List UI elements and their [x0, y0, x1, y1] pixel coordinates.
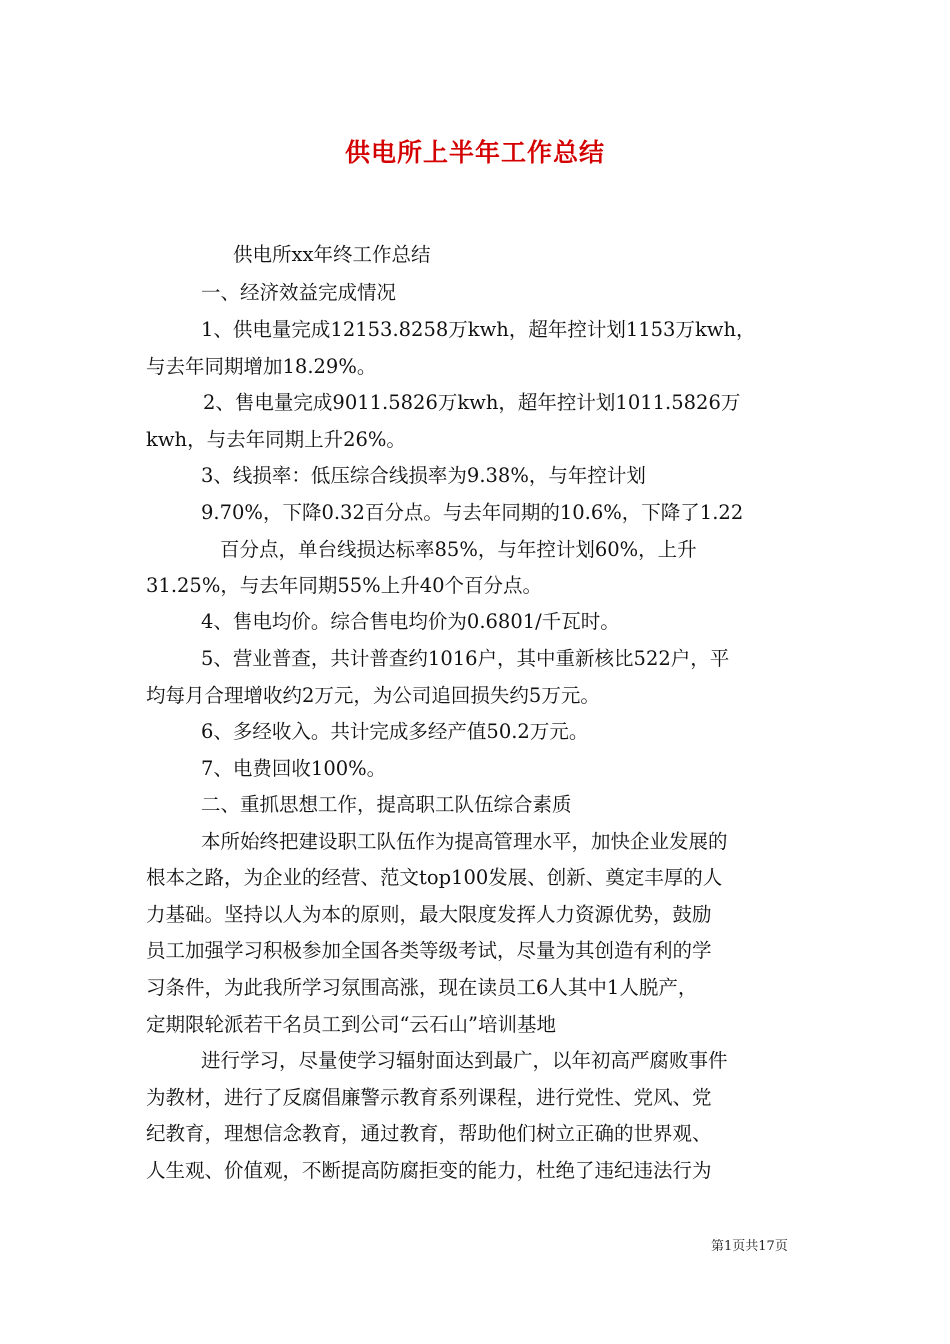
body-line: 二、重抓思想工作，提高职工队伍综合素质 [201, 793, 572, 816]
body-line: 定期限轮派若干名员工到公司“云石山”培训基地 [146, 1013, 556, 1036]
body-line: 2、售电量完成9011.5826万kwh，超年控计划1011.5826万 [203, 391, 741, 414]
body-line: 为教材，进行了反腐倡廉警示教育系列课程，进行党性、党风、党 [146, 1086, 712, 1109]
body-line: 百分点，单台线损达标率85%，与年控计划60%，上升 [220, 538, 697, 561]
body-line: 4、售电均价。综合售电均价为0.6801/千瓦时。 [201, 610, 620, 633]
body-line: 人生观、价值观，不断提高防腐拒变的能力，杜绝了违纪违法行为 [146, 1159, 712, 1182]
body-line: 习条件，为此我所学习氛围高涨，现在读员工6人其中1人脱产， [146, 976, 698, 999]
body-line: 力基础。坚持以人为本的原则，最大限度发挥人力资源优势，鼓励 [146, 903, 712, 926]
body-line: 供电所xx年终工作总结 [233, 243, 431, 266]
body-line: 5、营业普查，共计普查约1016户，其中重新核比522户，平 [201, 647, 730, 670]
body-line: 员工加强学习积极参加全国各类等级考试，尽量为其创造有利的学 [146, 939, 712, 962]
body-line: 本所始终把建设职工队伍作为提高管理水平，加快企业发展的 [201, 830, 728, 853]
body-line: 均每月合理增收约2万元，为公司追回损失约5万元。 [146, 684, 600, 707]
body-line: 7、电费回收100%。 [201, 757, 387, 780]
body-line: 进行学习，尽量使学习辐射面达到最广，以年初高严腐败事件 [201, 1049, 728, 1072]
body-line: 3、线损率：低压综合线损率为9.38%，与年控计划 [201, 464, 646, 487]
body-line: 一、经济效益完成情况 [201, 281, 397, 304]
page-number: 第1页共17页 [711, 1239, 788, 1254]
body-line: 与去年同期增加18.29%。 [146, 355, 377, 378]
body-line: 根本之路，为企业的经营、范文top100发展、创新、奠定丰厚的人 [146, 866, 723, 889]
body-line: 6、多经收入。共计完成多经产值50.2万元。 [201, 720, 589, 743]
body-line: 纪教育，理想信念教育，通过教育，帮助他们树立正确的世界观、 [146, 1122, 712, 1145]
body-line: 1、供电量完成12153.8258万kwh，超年控计划1153万kwh， [201, 318, 756, 341]
body-line: 9.70%，下降0.32百分点。与去年同期的10.6%，下降了1.22 [201, 501, 744, 524]
document-title: 供电所上半年工作总结 [344, 138, 605, 167]
body-line: kwh，与去年同期上升26%。 [146, 428, 406, 451]
body-line: 31.25%，与去年同期55%上升40个百分点。 [146, 574, 543, 597]
